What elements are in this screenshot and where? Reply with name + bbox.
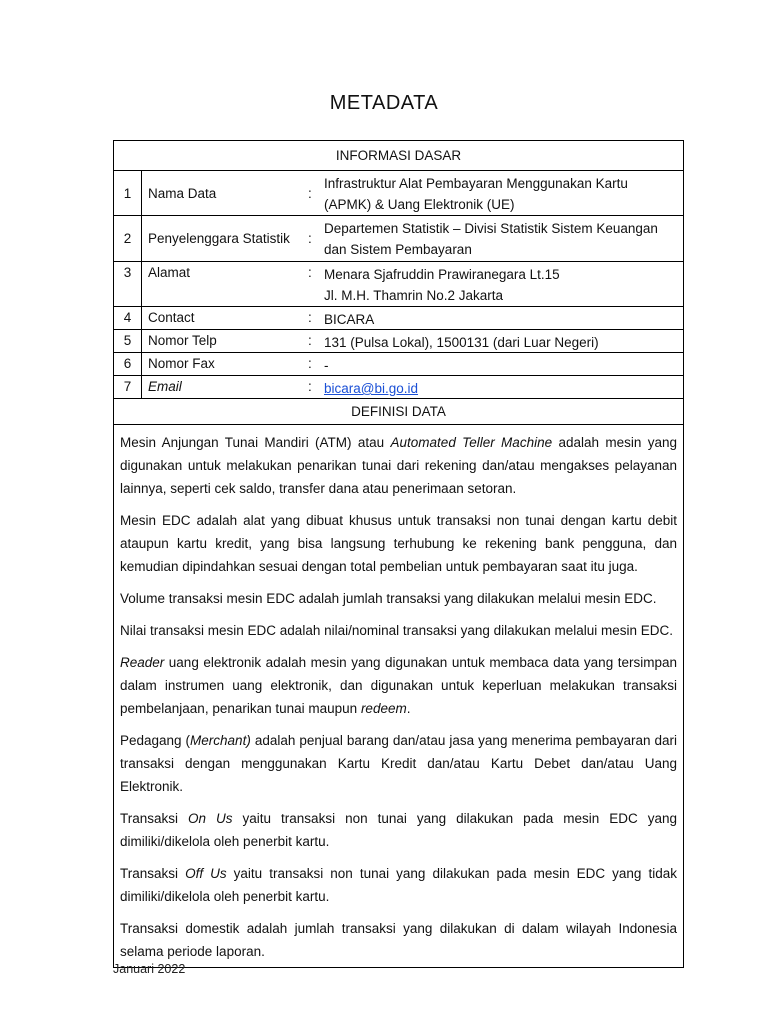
definition-merchant [120, 729, 677, 798]
value-line: Departemen Statistik – Divisi Statistik Sistem Keuangan [324, 221, 658, 236]
value-line: Infrastruktur Alat Pembayaran Menggunakan Kartu [324, 176, 628, 191]
row-colon: : [308, 265, 312, 280]
text-span: yaitu transaksi non tunai yang dilakukan pada mesin EDC yang tidak dimiliki/dikelola oleh penerbit kartu. [120, 866, 677, 904]
definition-on-us [120, 807, 677, 853]
value-line: Jl. M.H. Thamrin No.2 Jakarta [324, 288, 504, 303]
row-label: Contact [148, 310, 195, 325]
text-span: Pedagang ( [120, 733, 191, 748]
value-line: - [324, 358, 329, 373]
row-number: 2 [114, 216, 142, 261]
text-span: Automated Teller Machine [390, 435, 553, 450]
definition-volume-edc: Volume transaksi mesin EDC adalah jumlah transaksi yang dilakukan melalui mesin EDC. [120, 591, 657, 606]
text-span: adalah penjual barang dan/atau jasa yang menerima pembayaran dari transaksi dengan menggunakan Kartu Kredit dan/atau Kartu Debet dan/atau Uang Elektronik. [120, 733, 677, 794]
definition-domestik: Transaksi domestik adalah jumlah transaksi yang dilakukan di dalam wilayah Indonesia selama periode laporan. [120, 921, 677, 959]
row-number: 4 [114, 307, 142, 329]
row-value [324, 171, 683, 215]
row-label: Nomor Fax [148, 356, 215, 371]
row-colon: : [308, 310, 312, 325]
text-span: Merchant) [190, 733, 251, 748]
table-row [114, 262, 683, 307]
definition-nilai-edc: Nilai transaksi mesin EDC adalah nilai/nominal transaksi yang dilakukan melalui mesin EDC. [120, 623, 673, 638]
row-colon: : [308, 231, 312, 246]
text-span: adalah mesin yang digunakan untuk melakukan penarikan tunai dari rekening dan/atau mengakses pelayanan lainnya, seperti cek saldo, transfer dana atau penerimaan setoran. [120, 435, 677, 496]
table-row [114, 353, 683, 376]
row-value [324, 262, 683, 306]
value-line: Menara Sjafruddin Prawiranegara Lt.15 [324, 267, 560, 282]
text-span: On Us [188, 811, 233, 826]
text-span: Mesin Anjungan Tunai Mandiri (ATM) atau [120, 435, 391, 450]
value-line: dan Sistem Pembayaran [324, 242, 472, 257]
footer-date: Januari 2022 [113, 962, 186, 976]
row-value [324, 216, 683, 261]
row-colon: : [308, 379, 312, 394]
section-header-definisi-data: DEFINISI DATA [114, 399, 683, 425]
table-row [114, 171, 683, 216]
definitions-body [114, 425, 683, 967]
row-value [324, 376, 683, 398]
table-row [114, 376, 683, 399]
definition-off-us [120, 862, 677, 908]
section-header-informasi-dasar: INFORMASI DASAR [114, 141, 683, 171]
row-label: Email [148, 379, 182, 394]
text-span: Transaksi [120, 811, 189, 826]
table-row [114, 330, 683, 353]
row-label: Alamat [148, 265, 191, 280]
row-colon: : [308, 333, 312, 348]
text-span: Transaksi [120, 866, 186, 881]
text-span: uang elektronik adalah mesin yang digunakan untuk membaca data yang tersimpan dalam instrumen uang elektronik, dan digunakan untuk keperluan melakukan transaksi pembelanjaan, penarikan tunai maupun [120, 655, 677, 716]
value-line: (APMK) & Uang Elektronik (UE) [324, 197, 515, 212]
table-row [114, 307, 683, 330]
text-span: yaitu transaksi non tunai yang dilakukan pada mesin EDC yang dimiliki/dikelola oleh penerbit kartu. [120, 811, 677, 849]
row-label: Penyelenggara Statistik [148, 231, 290, 246]
definition-edc: Mesin EDC adalah alat yang dibuat khusus untuk transaksi non tunai dengan kartu debit ataupun kartu kredit, yang bisa langsung terhubung ke rekening bank pengguna, dan kemudian dipindahkan sesuai dengan total pembelian untuk pembayaran saat itu juga. [120, 513, 677, 574]
row-number: 1 [114, 171, 142, 215]
table-row [114, 216, 683, 262]
text-span: Reader [120, 655, 165, 670]
definition-reader [120, 651, 677, 720]
email-link[interactable]: bicara@bi.go.id [324, 381, 419, 396]
row-value [324, 353, 683, 375]
row-value [324, 330, 683, 352]
row-number: 7 [114, 376, 142, 398]
text-span: redeem [360, 701, 407, 716]
row-colon: : [308, 185, 312, 201]
value-line: BICARA [324, 312, 375, 327]
definition-atm [120, 431, 677, 500]
row-number: 3 [114, 262, 142, 306]
row-label: Nama Data [148, 185, 217, 201]
value-line: 131 (Pulsa Lokal), 1500131 (dari Luar Negeri) [324, 335, 599, 350]
row-number: 6 [114, 353, 142, 375]
metadata-table [113, 140, 684, 968]
row-number: 5 [114, 330, 142, 352]
row-colon: : [308, 356, 312, 371]
text-span: . [406, 701, 411, 716]
text-span: Off Us [185, 866, 227, 881]
row-label: Nomor Telp [148, 333, 217, 348]
row-value [324, 307, 683, 329]
page-title: METADATA [329, 92, 439, 114]
